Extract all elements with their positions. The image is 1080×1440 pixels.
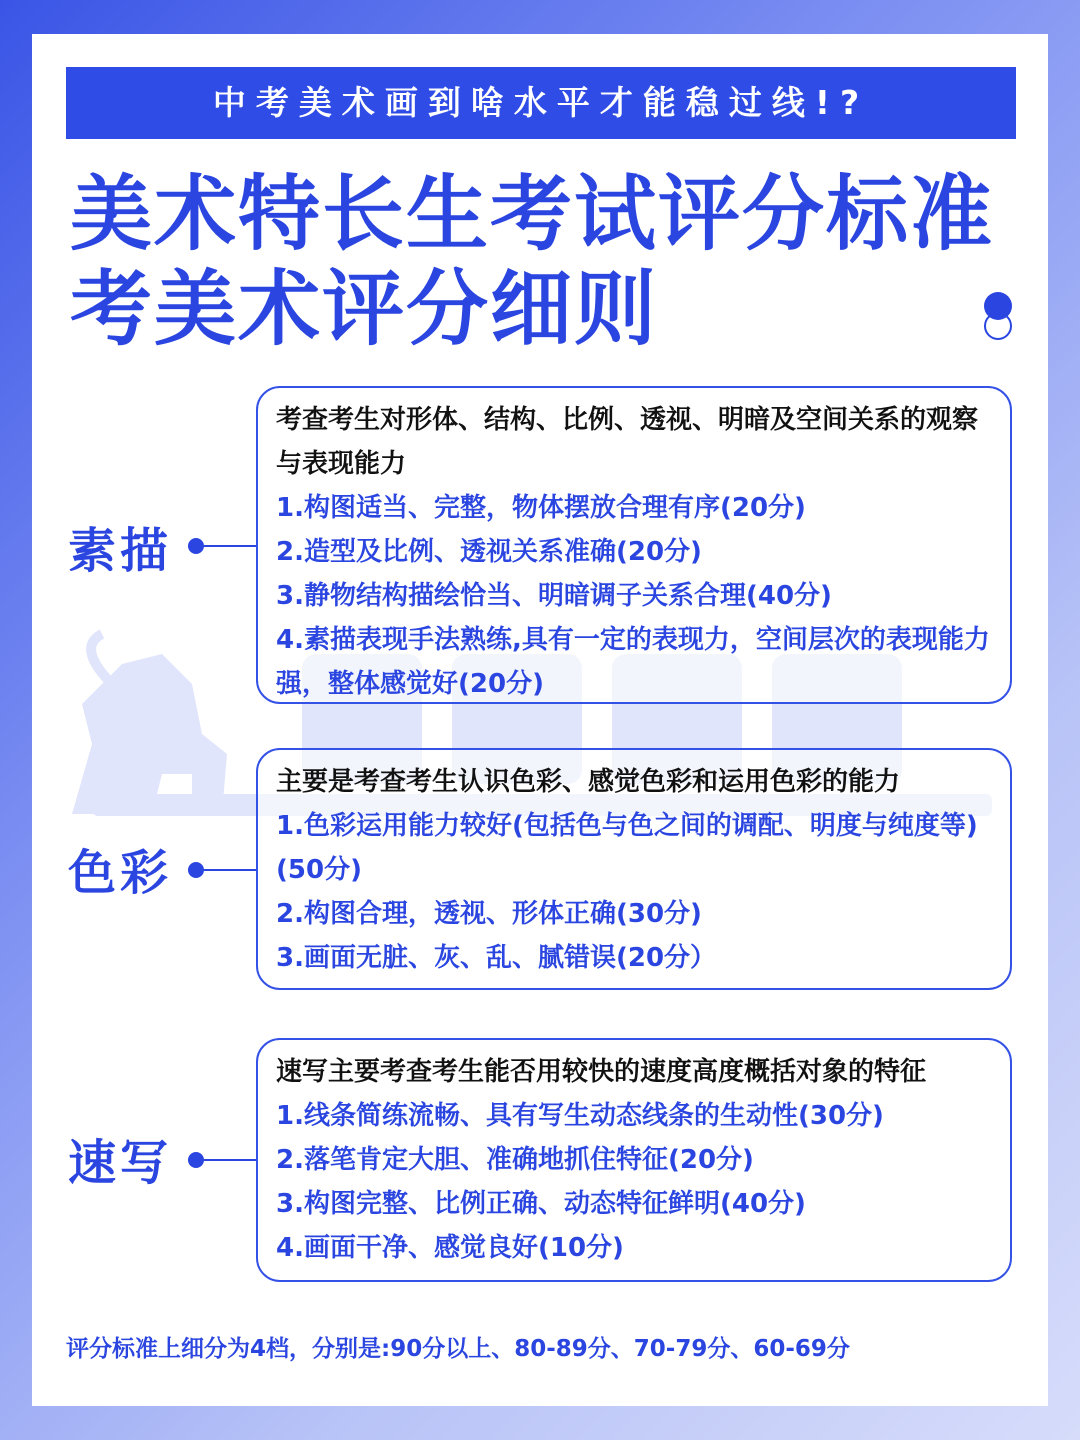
connector-sketch	[188, 536, 258, 556]
list-item: 3.画面无脏、灰、乱、腻错误(20分）	[276, 943, 717, 973]
list-item: 1.色彩运用能力较好(包括色与色之间的调配、明度与纯度等)(50分)	[276, 811, 978, 885]
list-item: 4.素描表现手法熟练,具有一定的表现力，空间层次的表现能力强，整体感觉好(20分)	[276, 625, 990, 699]
list-item: 1.线条简练流畅、具有写生动态线条的生动性(30分)	[276, 1101, 884, 1131]
section-intro: 考查考生对形体、结构、比例、透视、明暗及空间关系的观察与表现能力	[276, 405, 979, 479]
section-intro: 主要是考查考生认识色彩、感觉色彩和运用色彩的能力	[276, 767, 901, 797]
list-item: 3.静物结构描绘恰当、明暗调子关系合理(40分)	[276, 581, 832, 611]
connector-line	[204, 869, 258, 871]
bullet-dot-icon	[188, 538, 204, 554]
page-title: 美术特长生考试评分标准	[70, 167, 995, 262]
connector-line	[204, 545, 258, 547]
connector-line	[204, 1159, 258, 1161]
list-item: 2.构图合理，透视、形体正确(30分)	[276, 899, 702, 929]
section-intro: 速写主要考查考生能否用较快的速度高度概括对象的特征	[276, 1057, 927, 1087]
content-card	[32, 34, 1048, 1406]
connector-quick-sketch	[188, 1150, 258, 1170]
section-box-color	[256, 748, 1012, 990]
header-banner: 中考美术画到啥水平才能稳过线!?	[66, 67, 1016, 139]
list-item: 2.造型及比例、透视关系准确(20分)	[276, 537, 702, 567]
list-item: 2.落笔肯定大胆、准确地抓住特征(20分)	[276, 1145, 754, 1175]
decor-dots-icon	[982, 292, 1014, 342]
section-label-quick-sketch: 速写	[68, 1135, 173, 1191]
list-item: 1.构图适当、完整，物体摆放合理有序(20分)	[276, 493, 806, 523]
list-item: 4.画面干净、感觉良好(10分)	[276, 1233, 624, 1263]
section-label-color: 色彩	[68, 845, 173, 901]
page-subtitle: 考美术评分细则	[70, 262, 659, 357]
list-item: 3.构图完整、比例正确、动态特征鲜明(40分)	[276, 1189, 806, 1219]
section-box-sketch	[256, 386, 1012, 704]
connector-color	[188, 860, 258, 880]
section-label-sketch: 素描	[68, 523, 173, 579]
filled-dot-icon	[984, 292, 1012, 320]
bullet-dot-icon	[188, 862, 204, 878]
section-box-quick-sketch	[256, 1038, 1012, 1282]
footer-note: 评分标准上细分为4档，分别是:90分以上、80-89分、70-79分、60-69分	[66, 1336, 850, 1362]
bullet-dot-icon	[188, 1152, 204, 1168]
